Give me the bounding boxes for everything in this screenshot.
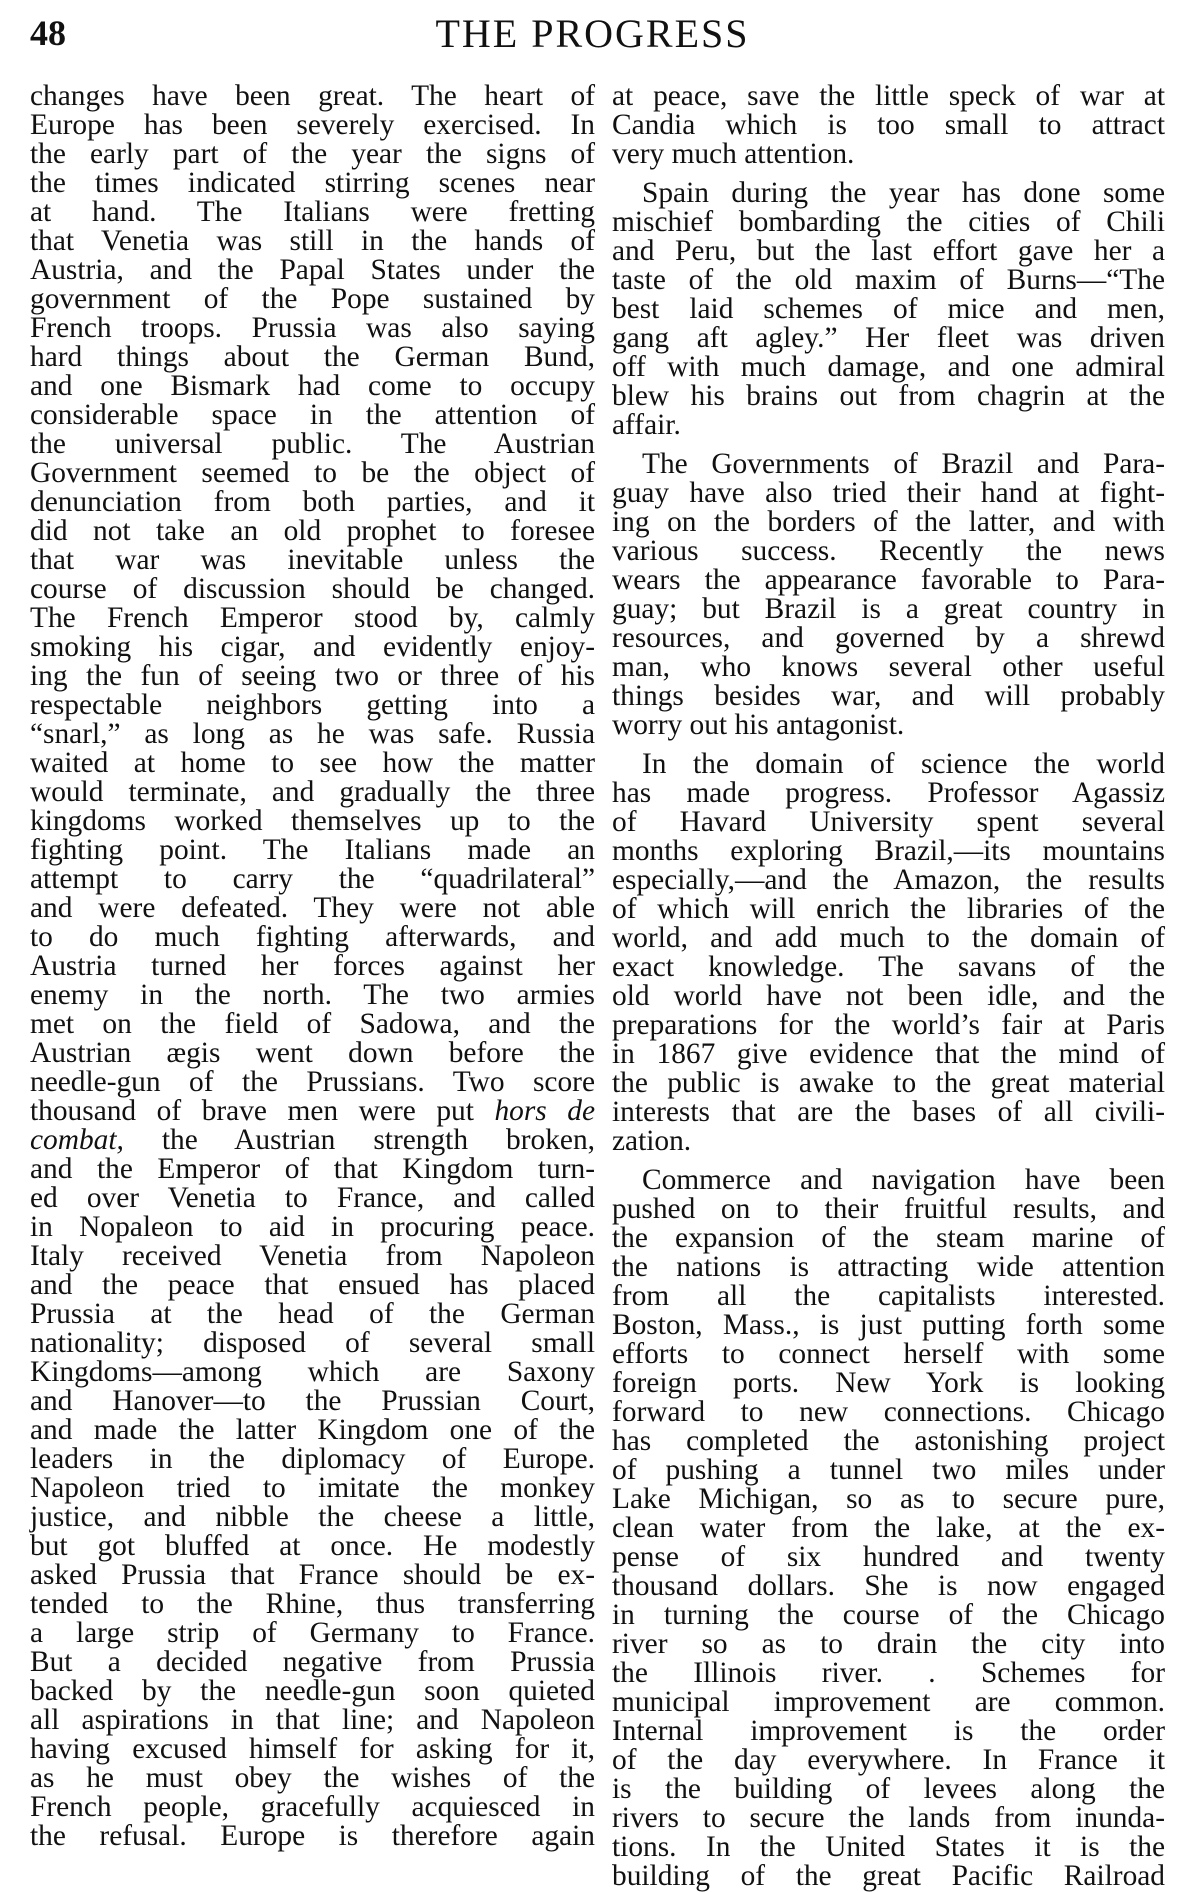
text-line bbox=[30, 1097, 595, 1126]
text-line: exact knowledge. The savans of the bbox=[612, 951, 1165, 983]
text-line: The French Emperor stood by, calmly bbox=[30, 602, 595, 634]
text-line: nationality; disposed of several small bbox=[30, 1327, 595, 1359]
text-line: worry out his antagonist. bbox=[612, 709, 905, 741]
text-line: very much attention. bbox=[612, 138, 855, 170]
text-line: kingdoms worked themselves up to the bbox=[30, 805, 595, 837]
text-line: Kingdoms—among which are Saxony bbox=[30, 1356, 595, 1388]
text-line: pushed on to their fruitful results, and bbox=[612, 1193, 1165, 1225]
text-line: things besides war, and will probably bbox=[612, 680, 1165, 712]
text-line: the early part of the year the signs of bbox=[30, 138, 595, 170]
text-line: and one Bismark had come to occupy bbox=[30, 370, 595, 402]
text-line: off with much damage, and one admiral bbox=[612, 351, 1165, 383]
text-line: tions. In the United States it is the bbox=[612, 1831, 1165, 1863]
text-line: the universal public. The Austrian bbox=[30, 428, 595, 460]
text-line: clean water from the lake, at the ex- bbox=[612, 1512, 1165, 1544]
text-line: enemy in the north. The two armies bbox=[30, 979, 595, 1011]
text-line: the refusal. Europe is therefore again bbox=[30, 1820, 595, 1852]
text-line: the public is awake to the great material bbox=[612, 1067, 1165, 1099]
text-line: did not take an old prophet to foresee bbox=[30, 515, 595, 547]
text-line: various success. Recently the news bbox=[612, 535, 1165, 567]
text-line: building of the great Pacific Railroad bbox=[612, 1860, 1165, 1892]
text-line: the times indicated stirring scenes near bbox=[30, 167, 595, 199]
text-line: attempt to carry the “quadrilateral” bbox=[30, 863, 595, 895]
text-line: interests that are the bases of all civili- bbox=[612, 1096, 1165, 1128]
text-line: French troops. Prussia was also saying bbox=[30, 312, 595, 344]
text-line: and Hanover—to the Prussian Court, bbox=[30, 1385, 595, 1417]
text-run: the Austrian strength broken, bbox=[123, 1124, 595, 1156]
text-line: best laid schemes of mice and men, bbox=[612, 293, 1165, 325]
text-line: the nations is attracting wide attention bbox=[612, 1251, 1165, 1283]
text-line: Austria turned her forces against her bbox=[30, 950, 595, 982]
text-line: months exploring Brazil,—its mountains bbox=[612, 835, 1165, 867]
text-line: government of the Pope sustained by bbox=[30, 283, 595, 315]
text-line: and Peru, but the last effort gave her a bbox=[612, 235, 1165, 267]
text-line: guay; but Brazil is a great country in bbox=[612, 593, 1165, 625]
text-line: foreign ports. New York is looking bbox=[612, 1367, 1165, 1399]
text-line: and made the latter Kingdom one of the bbox=[30, 1414, 595, 1446]
text-line: Boston, Mass., is just putting forth some bbox=[612, 1309, 1165, 1341]
text-line: French people, gracefully acquiesced in bbox=[30, 1791, 595, 1823]
text-line: pense of six hundred and twenty bbox=[612, 1541, 1165, 1573]
text-line: “snarl,” as long as he was safe. Russia bbox=[30, 718, 595, 750]
text-line: The Governments of Brazil and Para- bbox=[642, 448, 1165, 480]
text-line: backed by the needle-gun soon quieted bbox=[30, 1675, 595, 1707]
text-line: of Havard University spent several bbox=[612, 806, 1165, 838]
text-line: a large strip of Germany to France. bbox=[30, 1617, 595, 1649]
text-line: denunciation from both parties, and it bbox=[30, 486, 595, 518]
text-line: as he must obey the wishes of the bbox=[30, 1762, 595, 1794]
italic-phrase: combat, bbox=[30, 1124, 124, 1156]
text-line: that Venetia was still in the hands of bbox=[30, 225, 595, 257]
text-line: Italy received Venetia from Napoleon bbox=[30, 1240, 595, 1272]
text-line: ing on the borders of the latter, and with bbox=[612, 506, 1165, 538]
text-line: world, and add much to the domain of bbox=[612, 922, 1165, 954]
text-line: thousand dollars. She is now engaged bbox=[612, 1570, 1165, 1602]
text-line: waited at home to see how the matter bbox=[30, 747, 595, 779]
text-line: affair. bbox=[612, 409, 681, 441]
text-line: Austrian ægis went down before the bbox=[30, 1037, 595, 1069]
text-line bbox=[30, 1126, 595, 1155]
page-number: 48 bbox=[30, 13, 66, 53]
text-line: blew his brains out from chagrin at the bbox=[612, 380, 1165, 412]
page-header bbox=[30, 8, 1155, 60]
text-line: fighting point. The Italians made an bbox=[30, 834, 595, 866]
right-column bbox=[612, 82, 1165, 1891]
text-line: has made progress. Professor Agassiz bbox=[612, 777, 1165, 809]
text-line: In the domain of science the world bbox=[642, 748, 1165, 780]
text-line: man, who knows several other useful bbox=[612, 651, 1165, 683]
text-line: but got bluffed at once. He modestly bbox=[30, 1530, 595, 1562]
text-line: Government seemed to be the object of bbox=[30, 457, 595, 489]
text-line: efforts to connect herself with some bbox=[612, 1338, 1165, 1370]
text-line: would terminate, and gradually the three bbox=[30, 776, 595, 808]
text-line: in turning the course of the Chicago bbox=[612, 1599, 1165, 1631]
text-line: asked Prussia that France should be ex- bbox=[30, 1559, 595, 1591]
page-title: THE PROGRESS bbox=[435, 11, 750, 56]
text-line: Internal improvement is the order bbox=[612, 1715, 1165, 1747]
text-line: gang aft agley.” Her fleet was driven bbox=[612, 322, 1165, 354]
text-line: municipal improvement are common. bbox=[612, 1686, 1165, 1718]
text-line: course of discussion should be changed. bbox=[30, 573, 595, 605]
text-line: forward to new connections. Chicago bbox=[612, 1396, 1165, 1428]
text-line: and the Emperor of that Kingdom turn- bbox=[30, 1153, 595, 1185]
text-line: Europe has been severely exercised. In bbox=[30, 109, 595, 141]
text-line: of the day everywhere. In France it bbox=[612, 1744, 1165, 1776]
text-line: Candia which is too small to attract bbox=[612, 109, 1165, 141]
text-line: wears the appearance favorable to Para- bbox=[612, 564, 1165, 596]
text-line: mischief bombarding the cities of Chili bbox=[612, 206, 1165, 238]
text-line: zation. bbox=[612, 1125, 692, 1157]
text-line: that war was inevitable unless the bbox=[30, 544, 595, 576]
text-line: in Nopaleon to aid in procuring peace. bbox=[30, 1211, 595, 1243]
text-line: met on the field of Sadowa, and the bbox=[30, 1008, 595, 1040]
text-line: Napoleon tried to imitate the monkey bbox=[30, 1472, 595, 1504]
text-line: the expansion of the steam marine of bbox=[612, 1222, 1165, 1254]
text-line: especially,—and the Amazon, the results bbox=[612, 864, 1165, 896]
text-line: tended to the Rhine, thus transferring bbox=[30, 1588, 595, 1620]
text-line: at hand. The Italians were fretting bbox=[30, 196, 595, 228]
text-line: from all the capitalists interested. bbox=[612, 1280, 1165, 1312]
text-line: and the peace that ensued has placed bbox=[30, 1269, 595, 1301]
text-line: Commerce and navigation have been bbox=[642, 1164, 1165, 1196]
text-line: smoking his cigar, and evidently enjoy- bbox=[30, 631, 595, 663]
text-line: has completed the astonishing project bbox=[612, 1425, 1165, 1457]
text-line: Lake Michigan, so as to secure pure, bbox=[612, 1483, 1165, 1515]
text-line: river so as to drain the city into bbox=[612, 1628, 1165, 1660]
text-line: changes have been great. The heart of bbox=[30, 80, 595, 112]
text-line: ed over Venetia to France, and called bbox=[30, 1182, 595, 1214]
text-line: in 1867 give evidence that the mind of bbox=[612, 1038, 1165, 1070]
text-line: resources, and governed by a shrewd bbox=[612, 622, 1165, 654]
text-line: needle-gun of the Prussians. Two score bbox=[30, 1066, 595, 1098]
text-line: the Illinois river. . Schemes for bbox=[612, 1657, 1165, 1689]
text-line: Austria, and the Papal States under the bbox=[30, 254, 595, 286]
text-line: at peace, save the little speck of war at bbox=[612, 80, 1165, 112]
text-line: to do much fighting afterwards, and bbox=[30, 921, 595, 953]
text-line: respectable neighbors getting into a bbox=[30, 689, 595, 721]
text-line: guay have also tried their hand at fight- bbox=[612, 477, 1165, 509]
text-line: leaders in the diplomacy of Europe. bbox=[30, 1443, 595, 1475]
text-line: considerable space in the attention of bbox=[30, 399, 595, 431]
text-line: rivers to secure the lands from inunda- bbox=[612, 1802, 1165, 1834]
text-line: Spain during the year has done some bbox=[642, 177, 1165, 209]
text-line: old world have not been idle, and the bbox=[612, 980, 1165, 1012]
text-line: having excused himself for asking for it, bbox=[30, 1733, 595, 1765]
text-line: Prussia at the head of the German bbox=[30, 1298, 595, 1330]
text-line: and were defeated. They were not able bbox=[30, 892, 595, 924]
text-line: of pushing a tunnel two miles under bbox=[612, 1454, 1165, 1486]
italic-phrase: hors de bbox=[494, 1095, 595, 1127]
text-line: preparations for the world’s fair at Paris bbox=[612, 1009, 1165, 1041]
text-line: But a decided negative from Prussia bbox=[30, 1646, 595, 1678]
text-line: hard things about the German Bund, bbox=[30, 341, 595, 373]
text-line: all aspirations in that line; and Napoleon bbox=[30, 1704, 595, 1736]
left-column bbox=[30, 82, 595, 1851]
text-line: justice, and nibble the cheese a little, bbox=[30, 1501, 595, 1533]
text-line: taste of the old maxim of Burns—“The bbox=[612, 264, 1165, 296]
text-line: is the building of levees along the bbox=[612, 1773, 1165, 1805]
text-line: ing the fun of seeing two or three of his bbox=[30, 660, 595, 692]
text-line: of which will enrich the libraries of the bbox=[612, 893, 1165, 925]
text-run: thousand of brave men were put bbox=[30, 1095, 495, 1127]
